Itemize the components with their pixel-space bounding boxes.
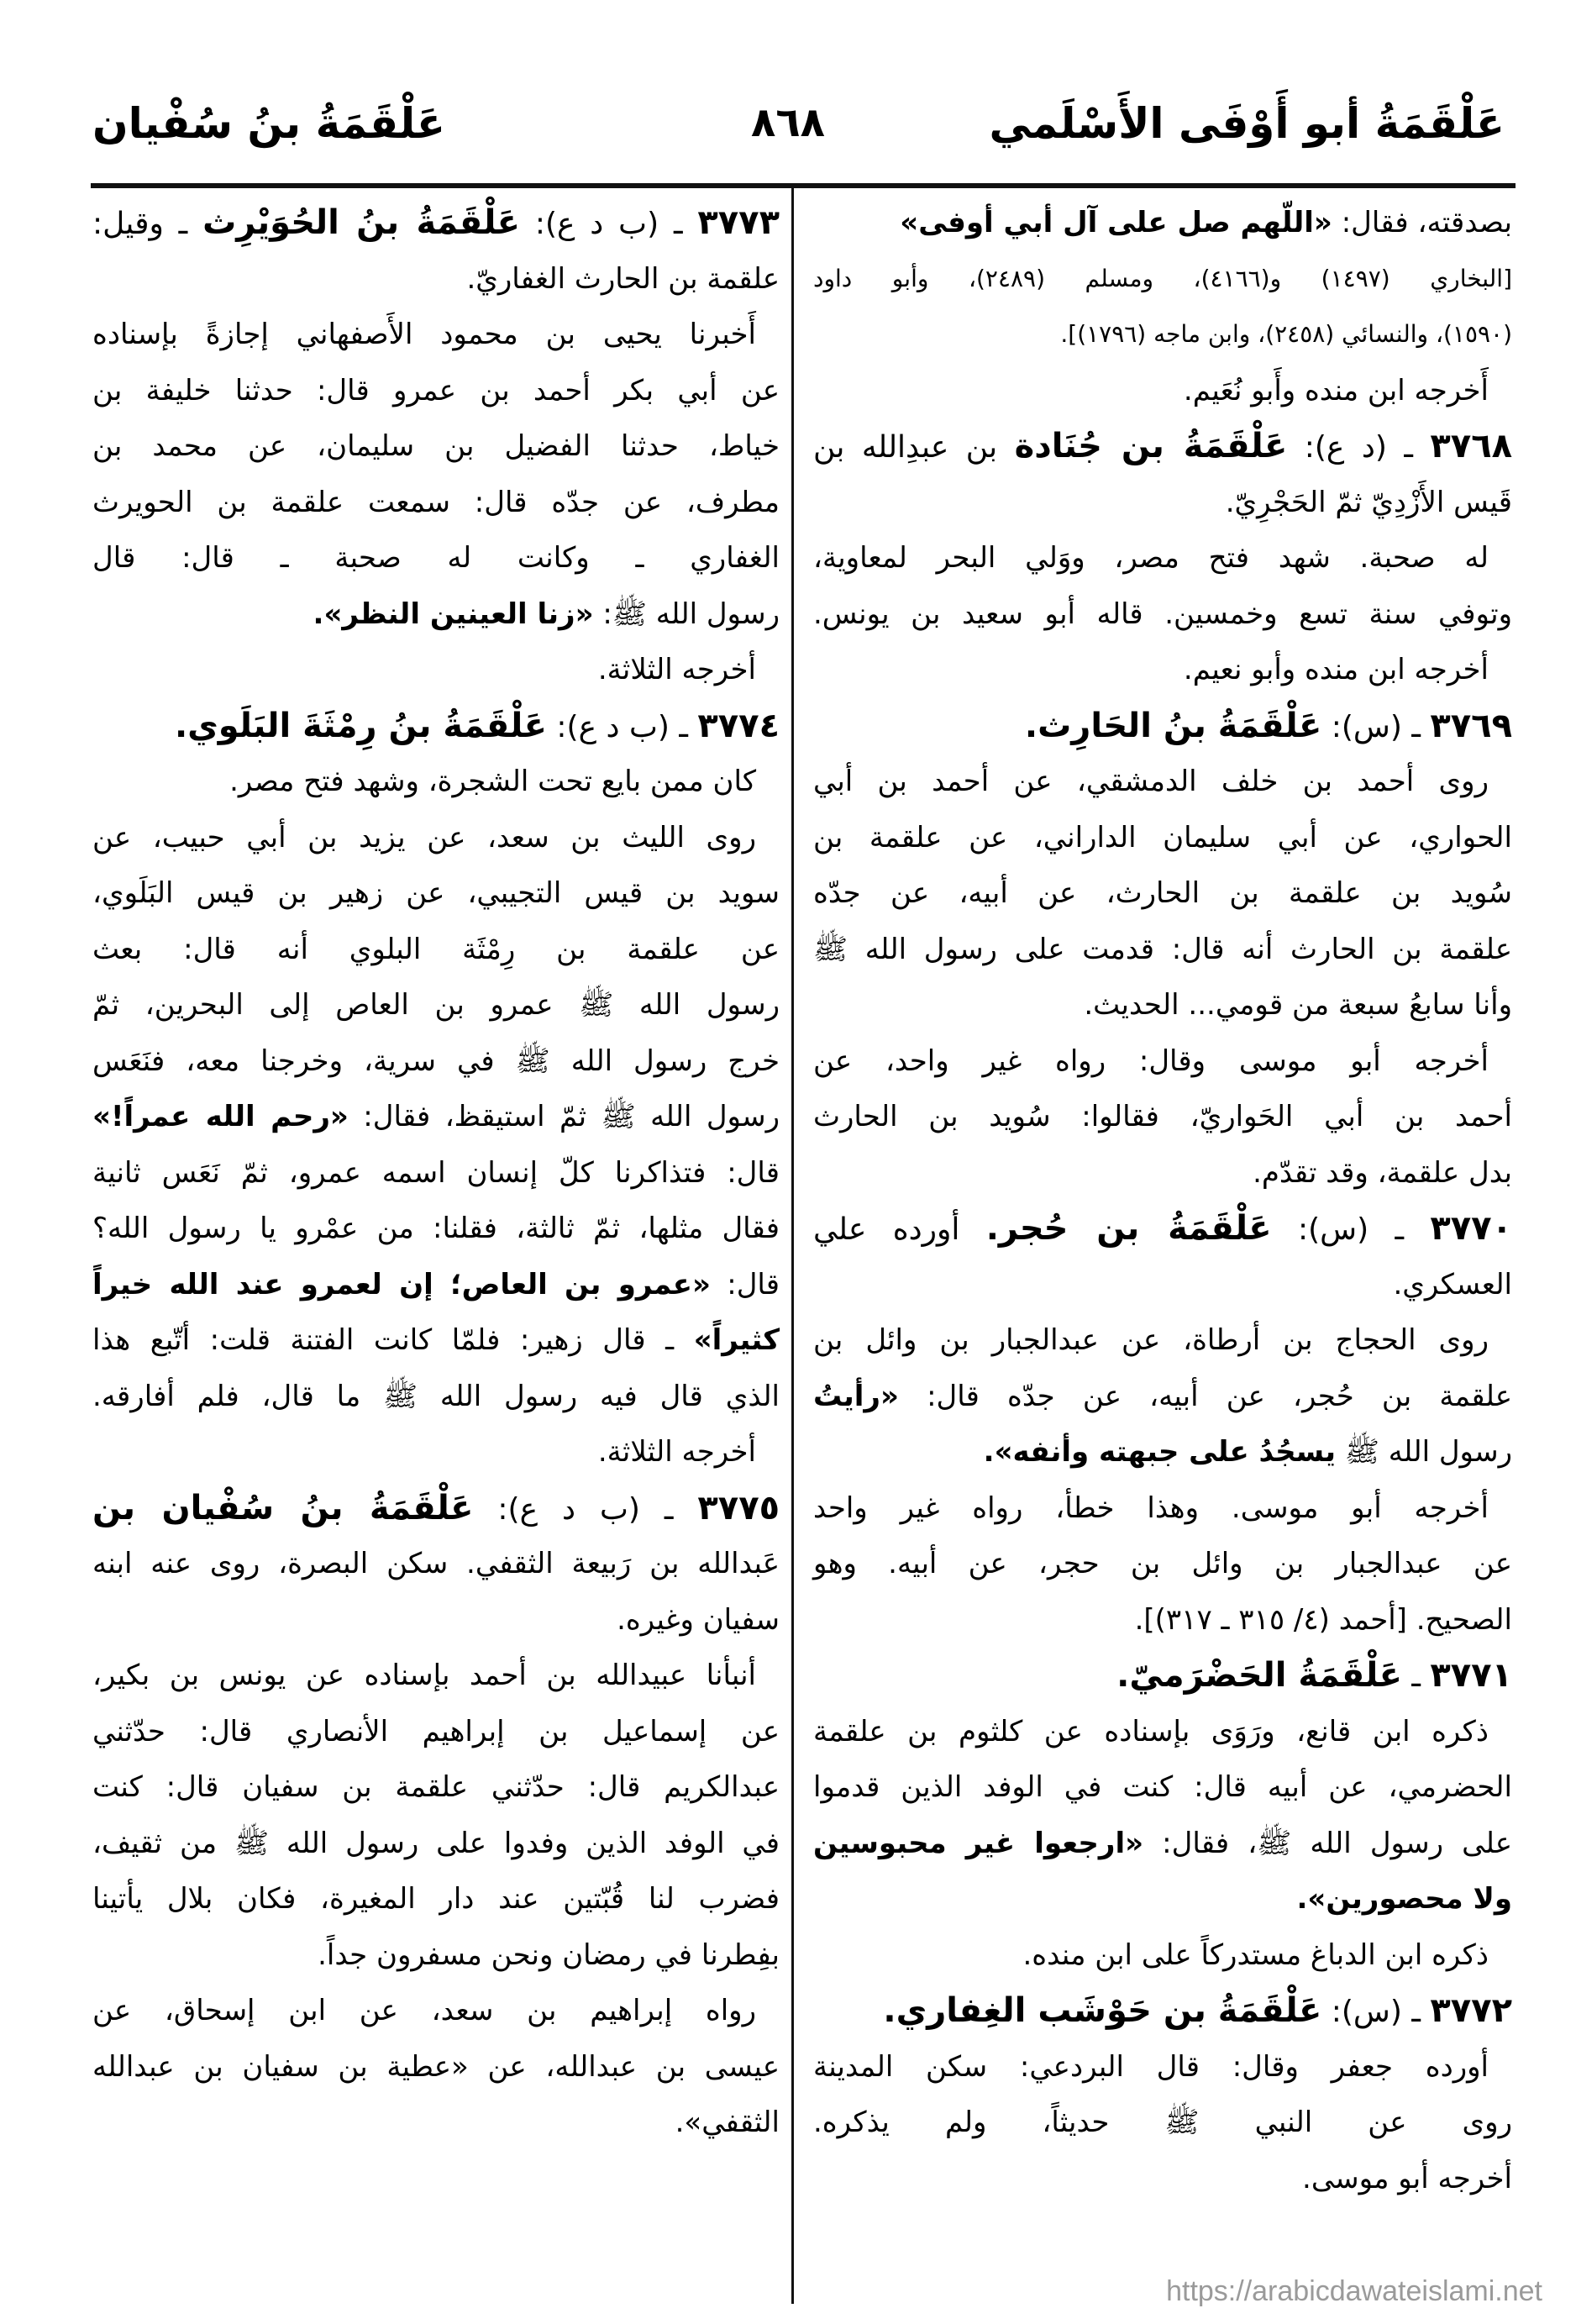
text-line (813, 2151, 1512, 2207)
text: رسول الله ﷺ (1336, 1435, 1512, 1469)
text-line (92, 977, 780, 1033)
text: ـ (ب د ع): (546, 709, 698, 744)
text: أورده علي (813, 1212, 986, 1247)
text-line (92, 1704, 780, 1760)
text-line (813, 810, 1512, 866)
text: ـ (ب د ع): (473, 1491, 698, 1527)
running-head-left: عَلْقَمَةُ بنُ سُفْيان (92, 99, 445, 148)
bold-text: ٣٧٦٩ (1430, 706, 1512, 745)
text: قال: فتذاكرنا كلّ إنسان اسمه عمرو، ثمّ نَعَس ثانية (92, 1155, 780, 1190)
bold-text: عَلْقَمَةُ بن حُجر. (985, 1209, 1272, 1248)
left-column (92, 195, 780, 2151)
entry-heading-line (813, 698, 1512, 755)
text: عن عبدالجبار بن وائل بن حجر، عن أبيه. وهو (813, 1547, 1512, 1580)
text-line (92, 1424, 780, 1480)
text-line (813, 1704, 1512, 1760)
bold-text: عَلْقَمَةُ بن جُنَادة (1014, 427, 1288, 465)
text: أخرجه الثلاثة. (597, 653, 756, 686)
text: ـ (ب د ع): (519, 207, 698, 241)
text: قَيس الأَزْدِيّ ثمّ الحَجْرِيّ. (1225, 485, 1512, 519)
text-line (92, 642, 780, 698)
text-line (92, 1927, 780, 1984)
text: بفِطرنا في رمضان ونحن مسفرون جداً. (318, 1938, 780, 1972)
text: الذي قال فيه رسول الله ﷺ ما قال، فلم أفارقه. (92, 1379, 780, 1413)
text-line (813, 363, 1512, 419)
entry-heading-line (92, 1480, 780, 1537)
column-divider (791, 187, 794, 2304)
bold-text: ٣٧٧٤ (697, 706, 780, 745)
text: عَبدالله بن رَبيعة الثقفي. سكن البصرة، روى عنه ابنه (92, 1547, 780, 1580)
text: عن إسماعيل بن إبراهيم الأنصاري قال: حدّثني (92, 1714, 780, 1748)
text-line (813, 586, 1512, 643)
text: أَخرجه ابن منده وأَبو نُعَيم. (1183, 373, 1489, 407)
text-line (92, 586, 780, 643)
text-line (92, 1536, 780, 1592)
text-line (813, 2095, 1512, 2151)
watermark: https://arabicdawateislami.net (1166, 2275, 1542, 2307)
text: فضرب لنا قُبّتين عند دار المغيرة، فكان بلال يأتينا (92, 1882, 780, 1916)
text: علقمة بن حُجر، عن أبيه، عن جدّه قال: (898, 1379, 1512, 1413)
text-line (813, 1871, 1512, 1927)
text: عن علقمة بن رِمْثَة البلوي أنه قال: بعث (92, 932, 780, 966)
right-column (813, 195, 1512, 2206)
text: وتوفي سنة تسع وخمسين. قاله أبو سعيد بن يونس. (813, 597, 1512, 631)
bold-text: يسجُدُ على جبهته وأنفه». (983, 1435, 1337, 1469)
text: الصحيح. [أحمد (٤/ ٣١٥ ـ ٣١٧)]. (1134, 1602, 1512, 1637)
text-line (813, 195, 1512, 251)
text-line (92, 1257, 780, 1313)
bold-text: عَلْقَمَةُ بنُ الحَارِث. (1024, 706, 1322, 745)
text-line (92, 1592, 780, 1648)
bold-text: «اللّهم صل على آل أبي أوفى» (900, 206, 1332, 239)
text: روى عن النبي ﷺ حديثاً، ولم يذكره. (813, 2106, 1512, 2139)
text: ـ (س): (1321, 709, 1431, 744)
text: بدل علقمة، وقد تقدّم. (1253, 1155, 1512, 1190)
text: رواه إبراهيم بن سعد، عن ابن إسحاق، عن (92, 1994, 756, 2027)
text: له صحبة. شهد فتح مصر، ووَلي البحر لمعاوية، (813, 541, 1489, 575)
text-line (92, 1759, 780, 1816)
text: ـ (س): (1321, 1995, 1431, 2029)
text: أخرجه أبو موسى. (1302, 2161, 1512, 2195)
bold-text: عَلْقَمَةُ الحَضْرَميّ. (1116, 1656, 1402, 1695)
bold-text: كثيراً» (693, 1323, 780, 1357)
bold-text: ٣٧٧٢ (1430, 1991, 1512, 2030)
text: الحضرمي، عن أبيه قال: كنت في الوفد الذين قدموا (813, 1770, 1512, 1804)
text: على رسول الله ﷺ، فقال: (1143, 1826, 1512, 1860)
bold-text: عَلْقَمَةُ بنُ رِمْثَةَ البَلَوي. (174, 706, 547, 745)
text: رسول الله ﷺ ثمّ استيقظ، فقال: (348, 1100, 780, 1133)
text-line (813, 1369, 1512, 1425)
text: علقمة بن الحارث أنه قال: قدمت على رسول الله ﷺ (813, 932, 1512, 966)
text-line (92, 1089, 780, 1145)
text-line (92, 1201, 780, 1257)
text: (١٥٩٠)، والنسائي (٢٤٥٨)، وابن ماجه (١٧٩٦)]. (1060, 320, 1512, 348)
text-line (813, 1816, 1512, 1872)
text-line (813, 754, 1512, 810)
entry-heading-line (813, 1648, 1512, 1704)
text-line (92, 530, 780, 586)
text: أورده جعفر وقال: قال البردعي: سكن المدينة (813, 2049, 1489, 2084)
text: ـ قال زهير: فلمّا كانت الفتنة قلت: أتّبع هذا (92, 1323, 694, 1357)
text: عن أبي بكر أحمد بن عمرو قال: حدثنا خليفة بن (92, 373, 780, 407)
bold-text: عَلْقَمَةُ بنُ سُفْيان بن (92, 1488, 474, 1527)
text: الحواري، عن أبي سليمان الداراني، عن علقمة بن (813, 820, 1512, 854)
entry-heading-line (813, 418, 1512, 475)
text-line (92, 363, 780, 419)
text-line (813, 1089, 1512, 1145)
text-line (813, 530, 1512, 586)
text: ذكره ابن الدباغ مستدركاً على ابن منده. (1022, 1938, 1489, 1972)
text-line (92, 251, 780, 308)
text-line (92, 754, 780, 810)
text-line (92, 475, 780, 531)
text-line (813, 1927, 1512, 1984)
bold-text: ٣٧٧٣ (697, 203, 780, 242)
text: بصدقته، فقال: (1332, 206, 1512, 239)
text-line (813, 2039, 1512, 2095)
text: سفيان وغيره. (617, 1602, 780, 1637)
text-line (813, 865, 1512, 922)
bold-text: «ارجعوا غير محبوسين (813, 1826, 1144, 1860)
header-rule (91, 183, 1516, 188)
text: ـ وقيل: (92, 207, 203, 241)
text: قال: (710, 1267, 780, 1301)
text: عبدالكريم قال: حدّثني علقمة بن سفيان قال: كنت (92, 1770, 780, 1804)
text-line (92, 1648, 780, 1704)
text: روى الحجاج بن أرطاة، عن عبدالجبار بن وائل بن (813, 1323, 1489, 1357)
text-line (813, 1480, 1512, 1537)
bold-text: عَلْقَمَةُ بن حَوْشَب الغِفاري. (883, 1991, 1322, 2030)
text-line (813, 1536, 1512, 1592)
text: خياط، حدثنا الفضيل بن سليمان، عن محمد بن (92, 429, 780, 463)
text-line (92, 2039, 780, 2095)
running-head-right: عَلْقَمَةُ أبو أَوْفَى الأَسْلَمي (989, 99, 1505, 148)
text: كان ممن بايع تحت الشجرة، وشهد فتح مصر. (229, 765, 756, 798)
text-line (813, 1424, 1512, 1480)
entry-heading-line (813, 1201, 1512, 1257)
bold-text: «رحم الله عمراً!» (92, 1100, 349, 1133)
text: سُويد بن علقمة بن الحارث، عن أبيه، عن جدّه (813, 876, 1512, 910)
text: ـ (س): (1271, 1212, 1431, 1247)
text-line (813, 642, 1512, 698)
entry-heading-line (813, 1983, 1512, 2039)
text: [البخاري (١٤٩٧) و(٤١٦٦)، ومسلم (٢٤٨٩)، وأبو داود (813, 264, 1512, 292)
text-line (813, 977, 1512, 1033)
text: سويد بن قيس التجيبي، عن زهير بن قيس البَلَوي، (92, 876, 780, 910)
bold-text: «زنا العينين النظر». (313, 597, 594, 631)
text-line (92, 1816, 780, 1872)
text-line (813, 307, 1512, 363)
text-line (813, 922, 1512, 978)
text-line (813, 1033, 1512, 1090)
text: ـ (د ع): (1287, 430, 1431, 465)
text: العسكري. (1393, 1267, 1512, 1301)
text-line (92, 1145, 780, 1201)
text-line (92, 1369, 780, 1425)
text-line (92, 1983, 780, 2039)
text-line (813, 1257, 1512, 1313)
text: الغفاري ـ وكانت له صحبة ـ قال: قال (92, 541, 780, 575)
text: علقمة بن الحارث الغفاريّ. (466, 261, 780, 296)
text: أخرجه أبو موسى وقال: رواه غير واحد، عن (813, 1044, 1489, 1078)
text-line (813, 1759, 1512, 1816)
text: أخرجه الثلاثة. (597, 1435, 756, 1469)
bold-text: ولا محصورين». (1296, 1882, 1512, 1916)
text: خرج رسول الله ﷺ في سرية، وخرجنا معه، فنَعَس (92, 1044, 780, 1078)
text: رسول الله ﷺ عمرو بن العاص إلى البحرين، ثمّ (92, 988, 780, 1022)
bold-text: «رأيتُ (813, 1379, 899, 1413)
entry-heading-line (92, 195, 780, 251)
text-line (813, 1145, 1512, 1201)
text-line (813, 475, 1512, 531)
text: روى أحمد بن خلف الدمشقي، عن أحمد بن أبي (813, 765, 1489, 798)
text: أخرجه ابن منده وأبو نعيم. (1183, 653, 1489, 686)
text: في الوفد الذين وفدوا على رسول الله ﷺ من ثقيف، (92, 1826, 780, 1860)
page-number: ٨٦٨ (751, 99, 825, 146)
text-line (813, 251, 1512, 308)
text: رسول الله ﷺ: (593, 597, 780, 631)
text: فقال مثلها، ثمّ ثالثة، فقلنا: من عمْرو يا رسول الله؟ (92, 1212, 780, 1245)
text-line (92, 307, 780, 363)
text-line (92, 1033, 780, 1090)
text: بن عبدِالله بن (813, 430, 1015, 465)
text-line (92, 865, 780, 922)
bold-text: ٣٧٧٥ (697, 1488, 780, 1527)
text: الثقفي». (675, 2106, 780, 2139)
text: أَخبرنا يحيى بن محمود الأَصفهاني إجازةً بإسناده (92, 318, 756, 351)
bold-text: عَلْقَمَةُ بنُ الحُوَيْرِث (202, 203, 520, 242)
text: أنبأنا عبيدالله بن أحمد بإسناده عن يونس بن بكير، (92, 1659, 756, 1692)
bold-text: ٣٧٧٠ (1430, 1209, 1512, 1248)
text: وأنا سابعُ سبعة من قومي... الحديث. (1084, 988, 1512, 1022)
text: ذكره ابن قانع، ورَوَى بإسناده عن كلثوم بن علقمة (813, 1714, 1489, 1748)
bold-text: «عمرو بن العاص؛ إن لعمرو عند الله خيراً (92, 1267, 711, 1301)
text-line (92, 1871, 780, 1927)
text-line (92, 2095, 780, 2151)
text-line (92, 418, 780, 475)
entry-heading-line (92, 698, 780, 755)
text: روى الليث بن سعد، عن يزيد بن أبي حبيب، عن (92, 820, 756, 854)
bold-text: ٣٧٧١ (1430, 1656, 1512, 1695)
text-line (813, 1592, 1512, 1648)
text: عيسى بن عبدالله، عن «عطية بن سفيان بن عبدالله (92, 2049, 780, 2084)
text-line (92, 922, 780, 978)
text: أحمد بن أبي الحَواريّ، فقالوا: سُويد بن الحارث (813, 1100, 1512, 1133)
text: مطرف، عن جدّه قال: سمعت علقمة بن الحويرث (92, 485, 780, 519)
text-line (813, 1312, 1512, 1369)
text: أخرجه أبو موسى. وهذا خطأ، رواه غير واحد (813, 1491, 1489, 1525)
text-line (92, 1312, 780, 1369)
bold-text: ٣٧٦٨ (1430, 427, 1513, 465)
text: ـ (1401, 1659, 1431, 1694)
text-line (92, 810, 780, 866)
